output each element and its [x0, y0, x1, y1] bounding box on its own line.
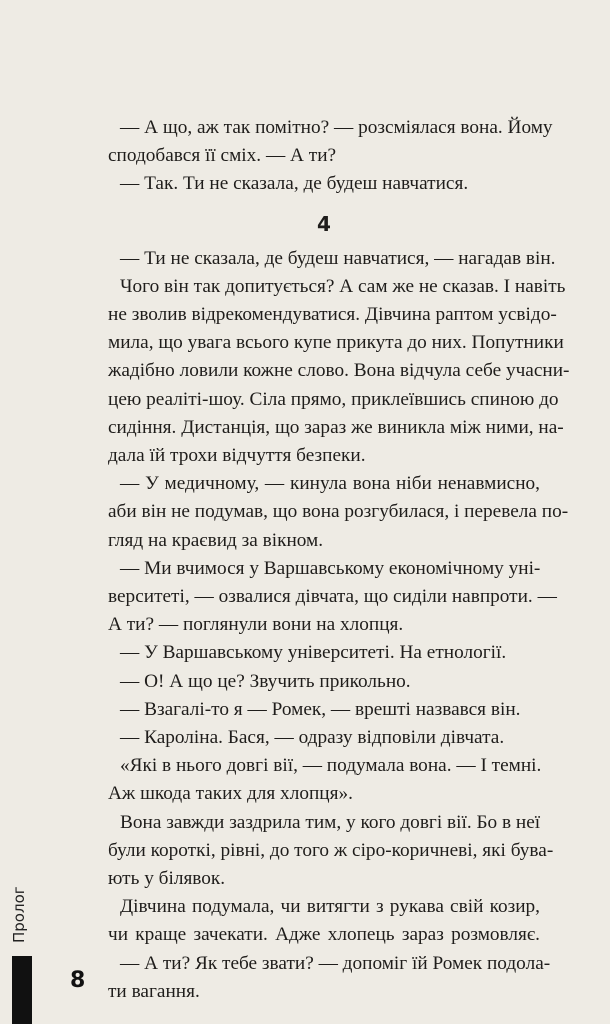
text-line: — О! А що це? Звучить прикольно. [120, 670, 411, 692]
body-text [108, 114, 570, 1006]
text-line: — А ти? Як тебе звати? — допоміг їй Ромек подола- [120, 952, 551, 974]
section-side-label: Пролог [10, 886, 28, 944]
text-line: — Кароліна. Бася, — одразу відповіли дівчата. [120, 727, 505, 749]
text-line: «Які в нього довгі вії, — подумала вона. — І темні. [120, 755, 542, 777]
section-marker-bar [12, 956, 32, 1024]
text-line: Дівчина подумала, чи витягти з рукава свій козир, [120, 896, 540, 918]
text-line: мила, що увага всього купе прикута до них. Попутники [108, 332, 564, 354]
chapter-number: 4 [317, 211, 331, 236]
text-line: цею реаліті-шоу. Сіла прямо, приклеївшись спиною до [108, 388, 559, 410]
text-line: — Ми вчимося у Варшавському економічному уні- [120, 557, 541, 579]
text-line: жадібно ловили кожне слово. Вона відчула себе учасни- [108, 360, 570, 382]
text-line: були короткі, рівні, до того ж сіро-коричневі, які бува- [108, 839, 554, 861]
text-line: А ти? — поглянули вони на хлопця. [108, 614, 404, 636]
text-line: чи краще зачекати. Адже хлопець зараз розмовляє. [108, 924, 540, 946]
text-line: — У Варшавському університеті. На етнології. [120, 642, 507, 664]
text-line: гляд на краєвид за вікном. [108, 529, 324, 551]
text-line: — Ти не сказала, де будеш навчатися, — нагадав він. [120, 247, 556, 269]
page-number: 8 [70, 968, 86, 993]
text-line: сподобався її сміх. — А ти? [108, 145, 337, 167]
text-line: ти вагання. [108, 980, 200, 1002]
text-line: Вона завжди заздрила тим, у кого довгі вії. Бо в неї [120, 811, 541, 833]
text-line: дала їй трохи відчуття безпеки. [108, 445, 366, 467]
text-line: не зволив відрекомендуватися. Дівчина раптом усвідо- [108, 304, 557, 326]
text-line: — А що, аж так помітно? — розсміялася вона. Йому [120, 117, 553, 138]
text-line: Чого він так допитується? А сам же не сказав. І навіть [120, 275, 566, 297]
text-line: сидіння. Дистанція, що зараз же виникла між ними, на- [108, 416, 564, 438]
text-line: — Взагалі-то я — Ромек, — врешті назвався він. [120, 698, 521, 720]
text-line: верситеті, — озвалися дівчата, що сиділи навпроти. — [108, 586, 557, 608]
text-line: ють у білявок. [108, 868, 226, 890]
text-line: аби він не подумав, що вона розгубилася, і перевела по- [108, 501, 569, 523]
text-line: — Так. Ти не сказала, де будеш навчатися. [120, 173, 469, 195]
text-line: Аж шкода таких для хлопця». [108, 783, 353, 805]
text-line: — У медичному, — кинула вона ніби ненавмисно, [120, 473, 540, 495]
